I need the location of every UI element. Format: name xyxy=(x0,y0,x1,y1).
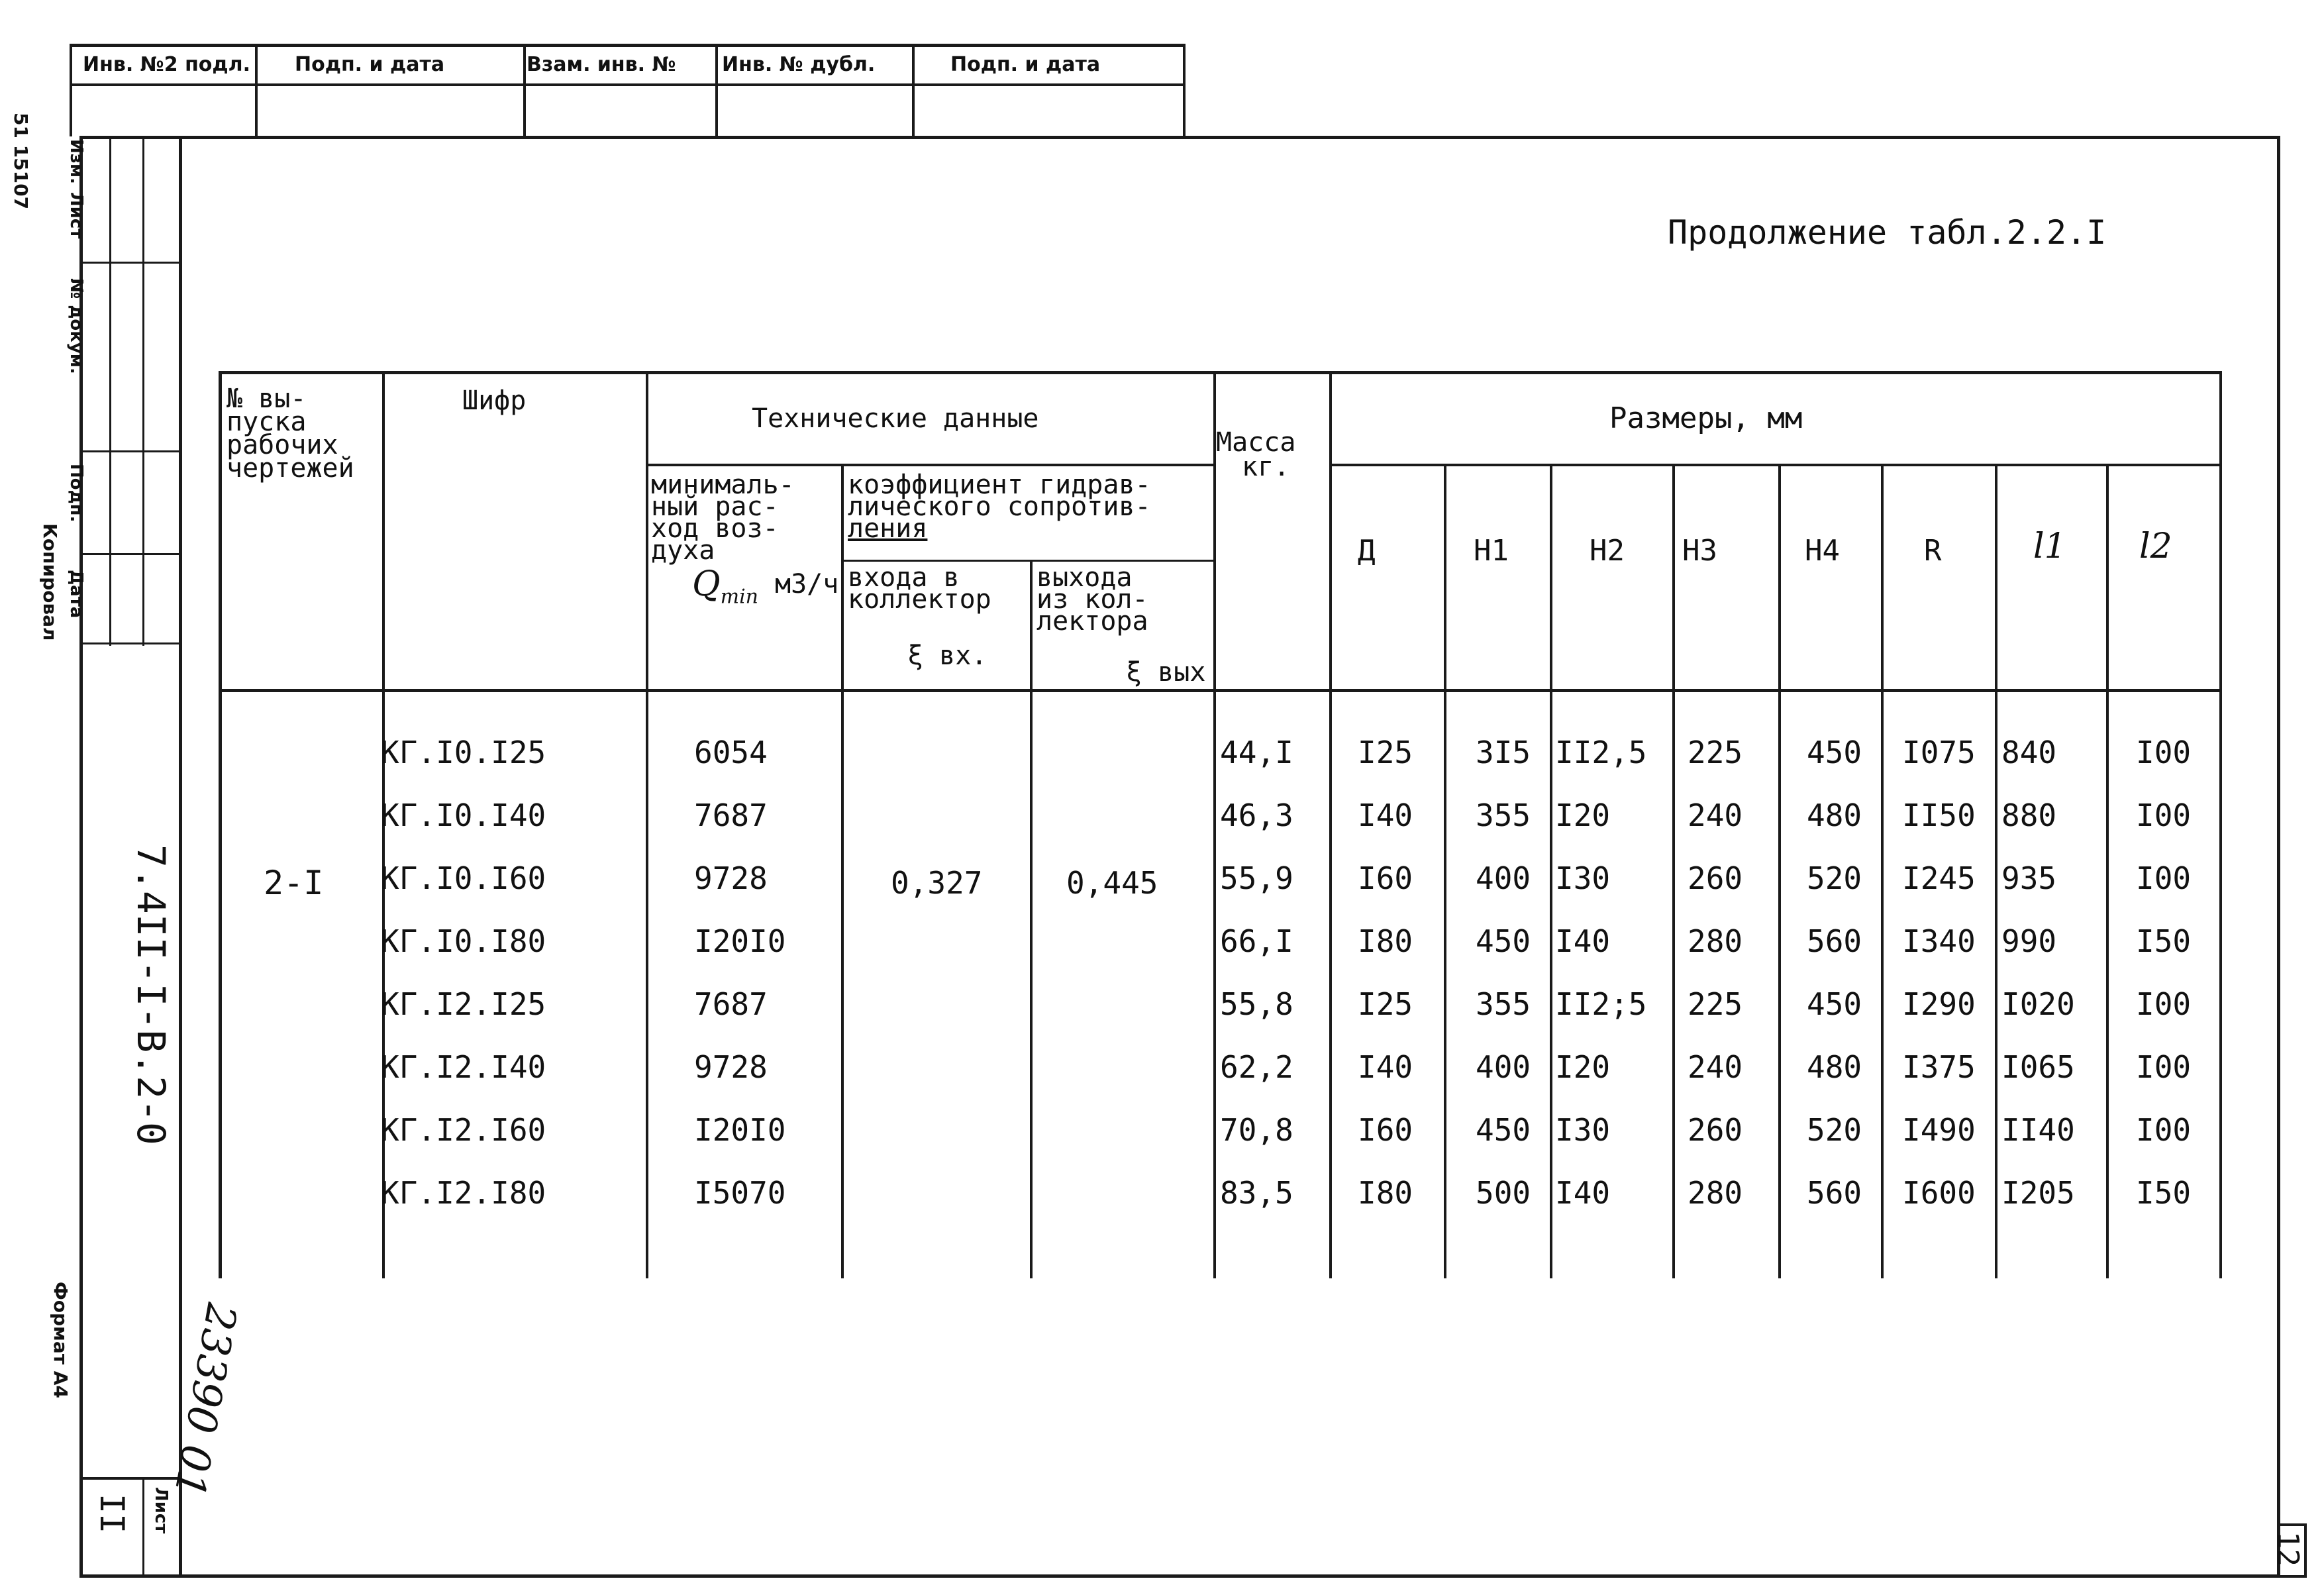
document-number: 7.4II-I-В.2-0 xyxy=(128,845,174,1145)
rev-label-data: Дата xyxy=(66,570,86,619)
cell-h4: 450 xyxy=(1807,735,1862,770)
header-mass-line1: Масса xyxy=(1216,427,1296,458)
cell-r: I375 xyxy=(1902,1049,1976,1085)
cell-d: I25 xyxy=(1358,735,1413,770)
cell-q: 6054 xyxy=(694,735,768,770)
cell-code: КГ.I2.I40 xyxy=(381,1049,546,1085)
dim-col-h2: H2 xyxy=(1590,534,1625,568)
header-out-line1: выхода xyxy=(1036,562,1133,593)
cell-code: КГ.I0.I60 xyxy=(381,860,546,896)
cell-mass: 83,5 xyxy=(1220,1175,1293,1211)
cell-mass: 70,8 xyxy=(1220,1112,1293,1148)
cell-q: 9728 xyxy=(694,1049,768,1085)
dim-col-r: R xyxy=(1924,534,1942,568)
cell-r: I490 xyxy=(1902,1112,1976,1148)
cell-h4: 560 xyxy=(1807,1175,1862,1211)
cell-h3: 225 xyxy=(1688,986,1743,1022)
rev-label-podp: Подп. xyxy=(66,464,86,523)
kopiroval-label: Копировал xyxy=(39,523,61,641)
dim-col-h3: H3 xyxy=(1682,534,1717,568)
cell-h2: I20 xyxy=(1555,1049,1611,1085)
header-min-line4: духа xyxy=(651,535,715,566)
table-caption: Продолжение табл.2.2.I xyxy=(1668,213,2107,252)
cell-h3: 280 xyxy=(1688,1175,1743,1211)
cell-mass: 62,2 xyxy=(1220,1049,1293,1085)
cell-l1: 840 xyxy=(2001,735,2057,770)
cell-h1: 355 xyxy=(1476,797,1531,833)
cell-h3: 260 xyxy=(1688,860,1743,896)
stamp-col-podp-data-2: Подп. и дата xyxy=(950,53,1101,76)
dim-col-h1: H1 xyxy=(1474,534,1509,568)
cell-h3: 240 xyxy=(1688,1049,1743,1085)
header-coef-line3: ления xyxy=(848,513,928,544)
cell-h2: I20 xyxy=(1555,797,1611,833)
header-coef-line2: лического сопротив- xyxy=(848,491,1151,522)
cell-r: II50 xyxy=(1902,797,1976,833)
stamp-col-inv-dubl: Инв. № дубл. xyxy=(722,53,876,76)
cell-h4: 520 xyxy=(1807,860,1862,896)
header-out-line2: из кол- xyxy=(1036,584,1148,615)
cell-l2: I00 xyxy=(2136,860,2192,896)
header-min-unit: м3/ч xyxy=(775,569,839,599)
cell-h2: I30 xyxy=(1555,860,1611,896)
header-issue-line1: № вы- xyxy=(227,384,307,414)
cell-h4: 560 xyxy=(1807,923,1862,959)
header-code: Шифр xyxy=(462,385,527,416)
header-min-symbol: $Q_{min}$ xyxy=(692,564,759,609)
cell-d: I40 xyxy=(1358,797,1413,833)
cell-h1: 400 xyxy=(1476,1049,1531,1085)
cell-l2: I50 xyxy=(2136,923,2192,959)
issue-number: 2-I xyxy=(264,864,324,902)
cell-h1: 450 xyxy=(1476,923,1531,959)
cell-h3: 260 xyxy=(1688,1112,1743,1148)
cell-d: I60 xyxy=(1358,860,1413,896)
cell-h1: 500 xyxy=(1476,1175,1531,1211)
cell-l1: I205 xyxy=(2001,1175,2075,1211)
cell-h4: 520 xyxy=(1807,1112,1862,1148)
rev-label-list: Лист xyxy=(66,192,86,239)
handwritten-inventory-number: 23390 01 xyxy=(164,1300,246,1502)
cell-r: I075 xyxy=(1902,735,1976,770)
page-number: 12 xyxy=(2271,1531,2305,1566)
cell-code: КГ.I0.I25 xyxy=(381,735,546,770)
cell-q: 7687 xyxy=(694,986,768,1022)
cell-q: 7687 xyxy=(694,797,768,833)
cell-d: I80 xyxy=(1358,923,1413,959)
cell-l2: I00 xyxy=(2136,1049,2192,1085)
cell-q: 9728 xyxy=(694,860,768,896)
cell-d: I80 xyxy=(1358,1175,1413,1211)
cell-h4: 450 xyxy=(1807,986,1862,1022)
dim-col-l1: l1 xyxy=(2033,527,2066,566)
cell-l2: I00 xyxy=(2136,986,2192,1022)
header-out-line3: лектора xyxy=(1036,606,1148,637)
cell-r: I245 xyxy=(1902,860,1976,896)
cell-code: КГ.I2.I25 xyxy=(381,986,546,1022)
header-coef-line1: коэффициент гидрав- xyxy=(848,470,1151,500)
cell-h2: II2;5 xyxy=(1555,986,1647,1022)
cell-r: I290 xyxy=(1902,986,1976,1022)
cell-code: КГ.I0.I40 xyxy=(381,797,546,833)
top-stamp xyxy=(70,44,1186,136)
header-in-line2: коллектор xyxy=(848,584,991,615)
header-mass-line2: кг. xyxy=(1242,452,1290,482)
dim-col-d: Д xyxy=(1358,534,1376,568)
header-dimensions: Размеры, мм xyxy=(1609,401,1803,435)
cell-d: I60 xyxy=(1358,1112,1413,1148)
cell-h1: 400 xyxy=(1476,860,1531,896)
cell-h3: 280 xyxy=(1688,923,1743,959)
stamp-col-inv-podl: Инв. №2 подл. xyxy=(83,53,251,76)
cell-l1: II40 xyxy=(2001,1112,2075,1148)
cell-l1: 990 xyxy=(2001,923,2057,959)
cell-l1: I065 xyxy=(2001,1049,2075,1085)
dim-col-h4: H4 xyxy=(1805,534,1840,568)
cell-l2: I00 xyxy=(2136,735,2192,770)
dim-col-l2: l2 xyxy=(2139,527,2172,566)
coef-in-value: 0,327 xyxy=(891,865,983,901)
cell-h1: 355 xyxy=(1476,986,1531,1022)
archive-number: 51 15107 xyxy=(10,113,32,210)
cell-h3: 225 xyxy=(1688,735,1743,770)
cell-q: I20I0 xyxy=(694,923,786,959)
cell-q: I5070 xyxy=(694,1175,786,1211)
cell-mass: 46,3 xyxy=(1220,797,1293,833)
cell-h1: 450 xyxy=(1476,1112,1531,1148)
cell-mass: 66,I xyxy=(1220,923,1293,959)
cell-h1: 3I5 xyxy=(1476,735,1531,770)
header-min-line3: ход воз- xyxy=(651,513,779,544)
header-min-line1: минималь- xyxy=(651,470,795,500)
cell-r: I600 xyxy=(1902,1175,1976,1211)
cell-q: I20I0 xyxy=(694,1112,786,1148)
cell-h3: 240 xyxy=(1688,797,1743,833)
rev-label-dokum: № докум. xyxy=(66,278,86,374)
cell-l1: 880 xyxy=(2001,797,2057,833)
cell-l1: 935 xyxy=(2001,860,2057,896)
page-number-box xyxy=(2271,1523,2307,1578)
stamp-col-podp-data-1: Подп. и дата xyxy=(295,53,445,76)
cell-d: I40 xyxy=(1358,1049,1413,1085)
stamp-col-vzam-inv: Взам. инв. № xyxy=(527,53,676,76)
cell-h2: I30 xyxy=(1555,1112,1611,1148)
cell-mass: 55,8 xyxy=(1220,986,1293,1022)
sheet-label: Лист xyxy=(151,1487,171,1534)
cell-l1: I020 xyxy=(2001,986,2075,1022)
cell-r: I340 xyxy=(1902,923,1976,959)
cell-code: КГ.I2.I80 xyxy=(381,1175,546,1211)
cell-mass: 55,9 xyxy=(1220,860,1293,896)
cell-h4: 480 xyxy=(1807,797,1862,833)
header-tech-data: Технические данные xyxy=(752,403,1039,434)
header-out-symbol: ξ вых xyxy=(1126,657,1206,688)
cell-h2: I40 xyxy=(1555,923,1611,959)
rev-label-izm: Изм. xyxy=(66,139,86,184)
header-in-line1: входа в xyxy=(848,562,960,593)
header-issue-line3: рабочих xyxy=(227,430,338,460)
cell-code: КГ.I2.I60 xyxy=(381,1112,546,1148)
header-issue-line2: пуска xyxy=(227,407,307,437)
cell-mass: 44,I xyxy=(1220,735,1293,770)
format-label: Формат А4 xyxy=(50,1282,72,1398)
cell-h2: II2,5 xyxy=(1555,735,1647,770)
coef-out-value: 0,445 xyxy=(1066,865,1158,901)
header-issue-line4: чертежей xyxy=(227,453,354,484)
sheet-value: II xyxy=(93,1494,131,1534)
header-min-line2: ный рас- xyxy=(651,491,779,522)
cell-l2: I00 xyxy=(2136,1112,2192,1148)
header-in-symbol: ξ вх. xyxy=(907,641,987,671)
cell-h2: I40 xyxy=(1555,1175,1611,1211)
cell-h4: 480 xyxy=(1807,1049,1862,1085)
cell-l2: I50 xyxy=(2136,1175,2192,1211)
cell-d: I25 xyxy=(1358,986,1413,1022)
cell-code: КГ.I0.I80 xyxy=(381,923,546,959)
cell-l2: I00 xyxy=(2136,797,2192,833)
